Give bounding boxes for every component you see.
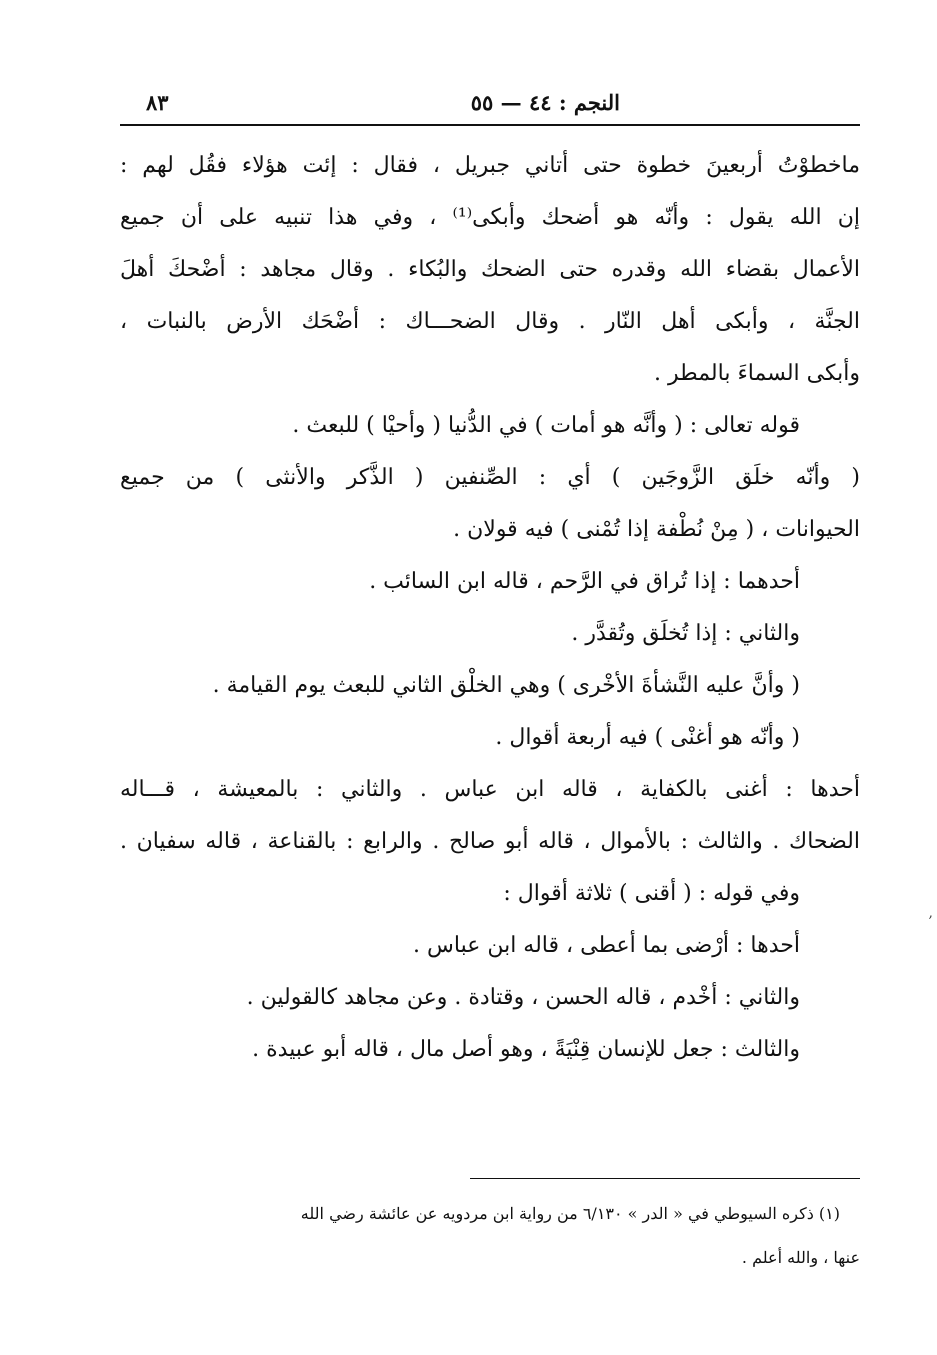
text-line: والثاني : أخْدم ، قاله الحسن ، وقتادة . وعن مجاهد كالقولين . xyxy=(246,985,800,1010)
text-line: الحيوانات ، ( مِنْ نُطْفة إذا تُمْنى ) فيه قولان . xyxy=(453,517,860,542)
text-line: والثاني : إذا تُخلَق وتُقدَّر . xyxy=(571,621,800,646)
text-line: إن الله يقول : وأنّه هو أضحك وأبكى⁽¹⁾ ، وفي هذا تنبيه على أن جميع xyxy=(120,205,860,230)
footnote-divider xyxy=(470,1178,860,1179)
footnote-line: (١) ذكره السيوطي في « الدر » ٦/١٣٠ من رواية ابن مردويه عن عائشة رضي الله xyxy=(300,1204,840,1223)
text-line: والثالث : جعل للإنسان قِنْيَةً ، وهو أصل مال ، قاله أبو عبيدة . xyxy=(252,1037,800,1062)
text-line: قوله تعالى : ( وأنَّه هو أمات ) في الدُّنيا ( وأحيْا ) للبعث . xyxy=(292,413,800,438)
text-line: ( وأنّه خلَق الزَّوجَين ) أي : الصِّنفين ( الذَّكر والأنثى ) من جميع xyxy=(120,465,860,490)
page-header xyxy=(120,80,860,126)
text-line: أحدها : أغنى بالكفاية ، قاله ابن عباس . والثاني : بالمعيشة ، قـــاله xyxy=(120,777,860,802)
text-line: وفي قوله : ( أقنى ) ثلاثة أقوال : xyxy=(503,881,800,906)
text-line: ماخطوْتُ أربعينَ خطوة حتى أتاني جبريل ، فقال : إئت هؤلاء فقُل لهم : xyxy=(120,153,860,178)
body-text xyxy=(120,140,860,1076)
margin-mark: , xyxy=(928,905,933,921)
text-line: أحدها : أرْضى بما أعطى ، قاله ابن عباس . xyxy=(413,933,800,958)
text-line: ( وأنّه هو أغنْى ) فيه أربعة أقوال . xyxy=(495,725,800,750)
running-head: النجم : ٤٤ — ٥٥ xyxy=(470,90,620,115)
text-line: أحدهما : إذا تُراق في الرَّحم ، قاله ابن السائب . xyxy=(369,569,800,594)
footnotes xyxy=(120,1192,860,1280)
page-number: ٨٣ xyxy=(146,90,169,115)
text-line: الأعمال بقضاء الله وقدره حتى الضحك والبُكاء . وقال مجاهد : أضْحكَ أهلَ xyxy=(120,257,860,282)
footnote-line: عنها ، والله أعلم . xyxy=(741,1248,860,1267)
text-line: ( وأنَّ عليه النَّشأةَ الأخْرى ) وهي الخلْق الثاني للبعث يوم القيامة . xyxy=(212,673,800,698)
text-line: الجنَّة ، وأبكى أهل النّار . وقال الضحـــاك : أضْحَك الأرض بالنبات ، xyxy=(120,309,860,334)
text-line: وأبكى السماءَ بالمطر . xyxy=(654,361,860,386)
text-line: الضحاك . والثالث : بالأموال ، قاله أبو صالح . والرابع : بالقناعة ، قاله سفيان . xyxy=(120,829,860,854)
page xyxy=(120,80,860,1076)
